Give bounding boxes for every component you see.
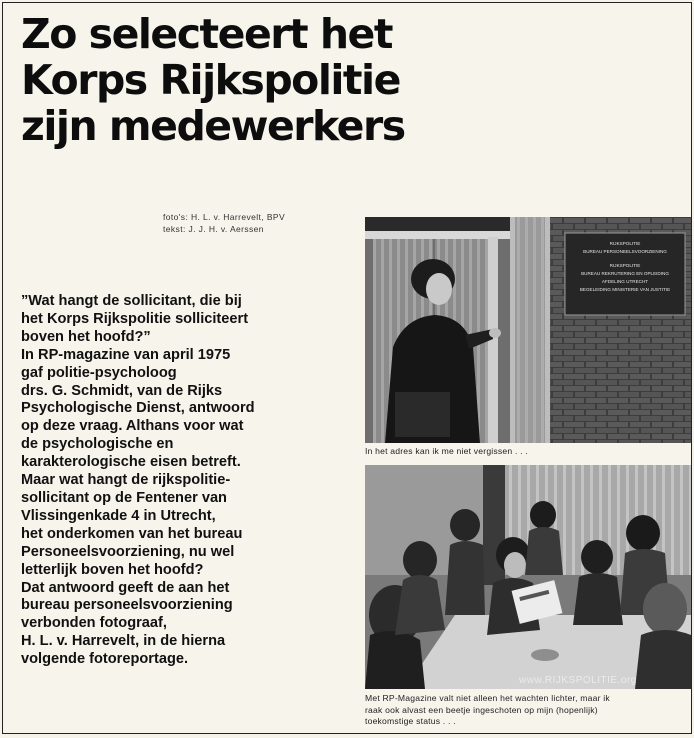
headline-line-3: zijn medewerkers <box>21 102 405 150</box>
body-line: Vlissingenkade 4 in Utrecht, <box>21 507 216 524</box>
headline-line-2: Korps Rijkspolitie <box>21 56 400 104</box>
watermark: www.RIJKSPOLITIE.org <box>519 675 637 686</box>
body-line: de psychologische en <box>21 436 174 453</box>
body-line: boven het hoofd?” <box>21 328 151 345</box>
body-line: verbonden fotograaf, <box>21 615 167 632</box>
photo-entrance-caption: In het adres kan ik me niet vergissen . . . <box>365 446 528 456</box>
caption-line: toekomstige status . . . <box>365 716 456 726</box>
plaque-line-3: RIJKSPOLITIE <box>609 263 641 268</box>
body-line: op deze vraag. Althans voor wat <box>21 418 244 435</box>
photo-waiting-room-image <box>365 465 691 689</box>
plaque-line-6: BEGELEIDING MINISTERIE VAN JUSTITIE <box>579 287 671 292</box>
headline-line-1: Zo selecteert het <box>21 10 392 58</box>
article-body <box>21 293 351 669</box>
body-line: Maar wat hangt de rijkspolitie- <box>21 472 231 489</box>
body-line: gaf politie-psycholoog <box>21 364 177 381</box>
plaque-line-5: AFDELING UTRECHT <box>601 279 649 284</box>
plaque-line-4: BUREAU REKRUTERING EN OPLEIDING <box>581 271 669 276</box>
photo-waiting-room-caption <box>365 693 691 728</box>
body-line: karakterologische eisen betreft. <box>21 454 241 471</box>
plaque-line-1: RIJKSPOLITIE <box>609 241 641 246</box>
body-line: het onderkomen van het bureau <box>21 525 243 542</box>
body-line: In RP-magazine van april 1975 <box>21 346 231 363</box>
body-line: letterlijk boven het hoofd? <box>21 561 204 578</box>
body-line: volgende fotoreportage. <box>21 651 189 668</box>
caption-line: raak ook alvast een beetje ingeschoten op mijn (hopenlijk) <box>365 704 598 715</box>
photo-entrance <box>365 217 691 443</box>
body-line: drs. G. Schmidt, van de Rijks <box>21 382 223 399</box>
headline <box>21 11 541 149</box>
credits <box>163 211 285 235</box>
body-line: Dat antwoord geeft de aan het <box>21 579 230 596</box>
photo-credit: foto's: H. L. v. Harrevelt, BPV <box>163 212 286 222</box>
caption-line: Met RP-Magazine valt niet alleen het wachten lichter, maar ik <box>365 693 610 703</box>
body-line: H. L. v. Harrevelt, in de hierna <box>21 633 226 650</box>
body-line: Psychologische Dienst, antwoord <box>21 400 255 417</box>
text-credit: tekst: J. J. H. v. Aerssen <box>163 224 264 234</box>
body-line: ”Wat hangt de sollicitant, die bij <box>21 293 242 309</box>
body-line: sollicitant op de Fentener van <box>21 489 227 506</box>
body-line: het Korps Rijkspolitie solliciteert <box>21 310 249 327</box>
photo-waiting-room <box>365 465 691 689</box>
magazine-page <box>2 2 692 734</box>
body-line: Personeelsvoorziening, nu wel <box>21 543 235 560</box>
plaque-line-2: BUREAU PERSONEELSVOORZIENING <box>583 249 667 254</box>
body-line: bureau personeelsvoorziening <box>21 597 233 614</box>
photo-entrance-image <box>365 217 691 443</box>
